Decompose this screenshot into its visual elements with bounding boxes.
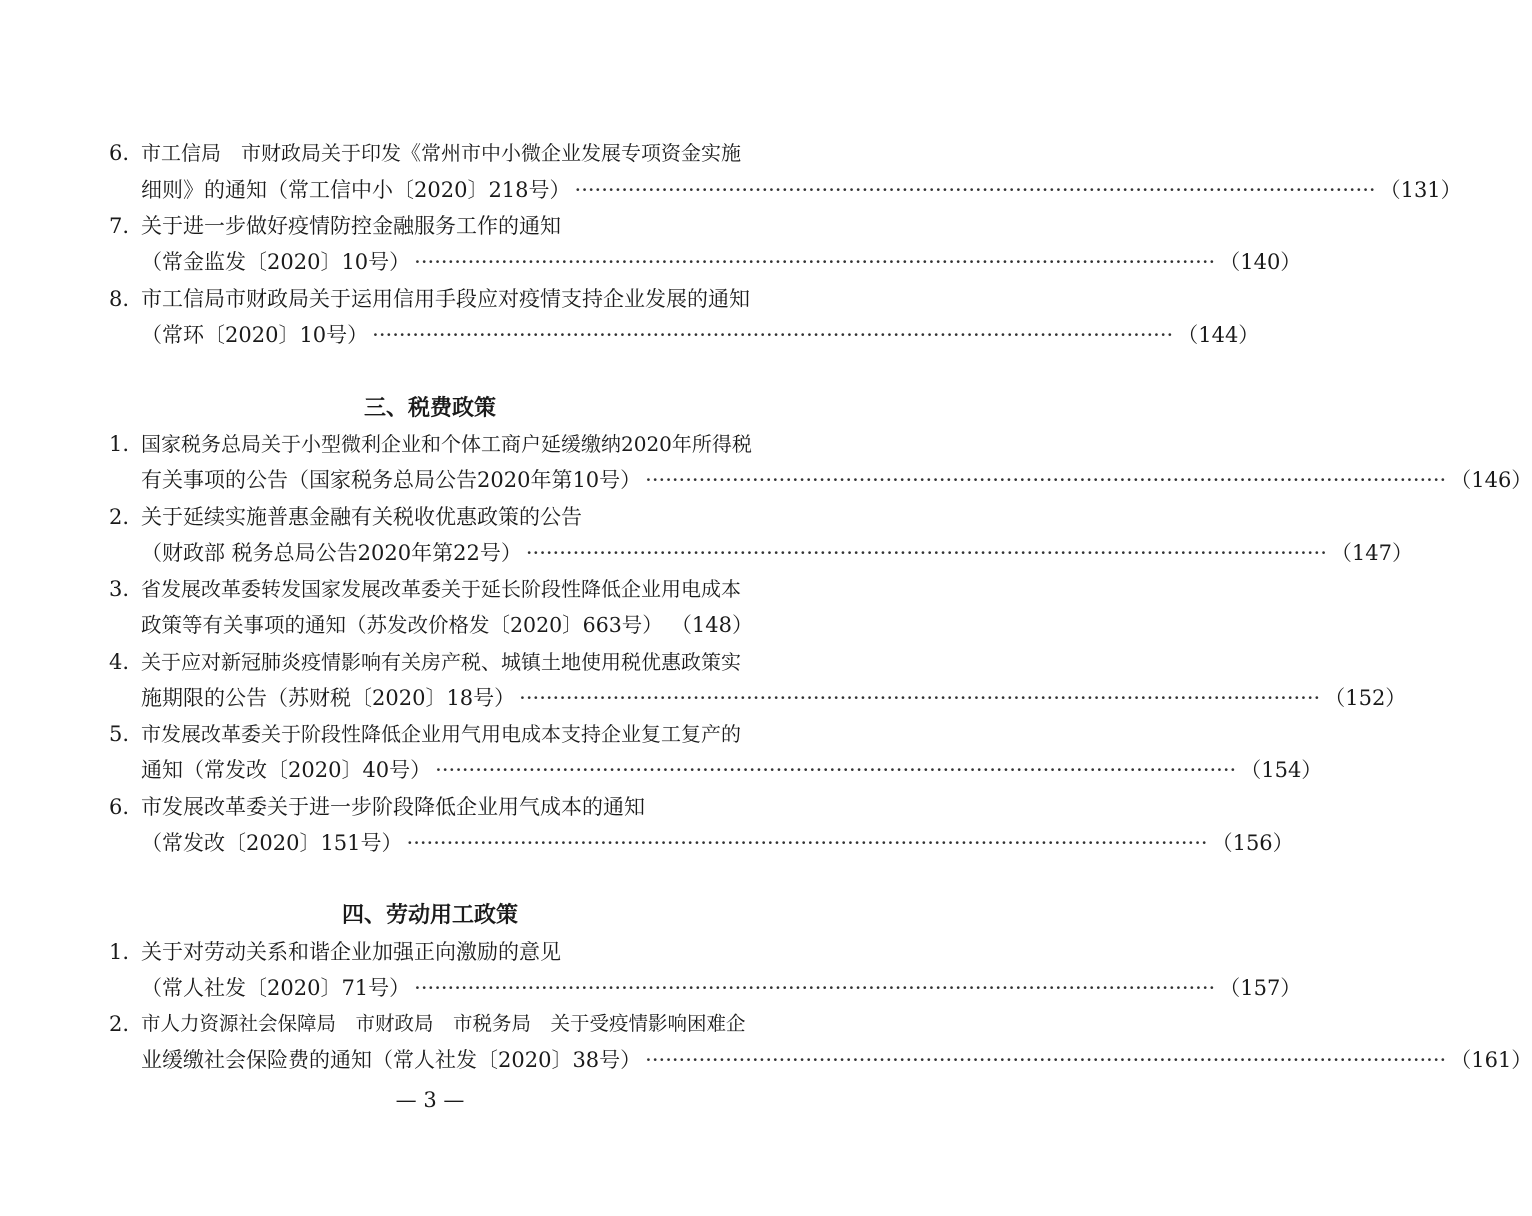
entry-title-cont: 通知（常发改〔2020〕40号） xyxy=(141,758,432,782)
page-reference: （154） xyxy=(1240,758,1323,782)
toc-entry-cont xyxy=(0,537,1413,569)
dot-leader: ························································································································ xyxy=(435,758,1237,782)
toc-entry-cont xyxy=(0,319,1260,351)
section-heading: 三、税费政策 xyxy=(363,396,496,421)
entry-title: 关于延续实施普惠金融有关税收优惠政策的公告 xyxy=(141,505,582,529)
dot-leader: ························································································································ xyxy=(525,541,1327,565)
page-reference: （161） xyxy=(1450,1048,1532,1072)
entry-title: 市工信局 市财政局关于印发《常州市中小微企业发展专项资金实施 xyxy=(141,141,741,165)
dot-leader: ························································································································ xyxy=(406,831,1208,855)
entry-number: 1. xyxy=(109,432,130,456)
toc-entry-cont xyxy=(0,754,1323,786)
entry-title: 市发展改革委关于进一步阶段降低企业用气成本的通知 xyxy=(141,795,645,819)
entry-title-cont: （常环〔2020〕10号） xyxy=(141,323,369,347)
dot-leader: ························································································································ xyxy=(645,468,1447,492)
toc-entry-cont xyxy=(0,682,1407,714)
entry-title: 市工信局市财政局关于运用信用手段应对疫情支持企业发展的通知 xyxy=(141,287,750,311)
toc-entry-cont xyxy=(0,464,1532,496)
entry-title-cont: 细则》的通知（常工信中小〔2020〕218号） xyxy=(141,178,571,202)
entry-title: 省发展改革委转发国家发展改革委关于延长阶段性降低企业用电成本 xyxy=(141,577,741,601)
toc-entry-cont xyxy=(0,972,1302,1004)
page-reference: （152） xyxy=(1324,686,1407,710)
page-reference: （157） xyxy=(1219,976,1302,1000)
page-reference: （144） xyxy=(1177,323,1260,347)
page-reference: （147） xyxy=(1330,541,1413,565)
entry-title-cont: 业缓缴社会保险费的通知（常人社发〔2020〕38号） xyxy=(141,1048,642,1072)
entry-title-cont: （常人社发〔2020〕71号） xyxy=(141,976,411,1000)
entry-number: 6. xyxy=(109,795,130,819)
entry-title: 关于对劳动关系和谐企业加强正向激励的意见 xyxy=(141,940,561,964)
dot-leader: ························································································································ xyxy=(372,323,1174,347)
entry-number: 2. xyxy=(109,1012,130,1036)
entry-title: 关于进一步做好疫情防控金融服务工作的通知 xyxy=(141,214,561,238)
entry-title-cont: （财政部 税务总局公告2020年第22号） xyxy=(141,541,522,565)
dot-leader: ························································································································ xyxy=(414,250,1216,274)
entry-number: 3. xyxy=(109,577,130,601)
entry-title: 关于应对新冠肺炎疫情影响有关房产税、城镇土地使用税优惠政策实 xyxy=(141,650,741,674)
dot-leader: ························································································································ xyxy=(519,686,1321,710)
page-reference: （140） xyxy=(1219,250,1302,274)
entry-title-cont: 有关事项的公告（国家税务总局公告2020年第10号） xyxy=(141,468,642,492)
entry-number: 1. xyxy=(109,940,130,964)
page-reference: （156） xyxy=(1211,831,1294,855)
entry-title-cont: （常金监发〔2020〕10号） xyxy=(141,250,411,274)
section-heading: 四、劳动用工政策 xyxy=(341,903,518,928)
page-reference: （146） xyxy=(1450,468,1532,492)
entry-title: 市人力资源社会保障局 市财政局 市税务局 关于受疫情影响困难企 xyxy=(141,1012,746,1035)
entry-number: 2. xyxy=(109,505,130,529)
entry-number: 7. xyxy=(109,214,130,238)
entry-title: 市发展改革委关于阶段性降低企业用气用电成本支持企业复工复产的 xyxy=(141,722,741,746)
entry-number: 6. xyxy=(109,141,130,165)
dot-leader: ························································································································ xyxy=(414,976,1216,1000)
toc-entry-cont xyxy=(0,246,1302,278)
dot-leader: ························································································································ xyxy=(645,1048,1447,1072)
page-reference: （148） xyxy=(670,613,753,637)
page-number: — 3 — xyxy=(395,1088,465,1112)
entry-title: 国家税务总局关于小型微利企业和个体工商户延缓缴纳2020年所得税 xyxy=(141,432,752,456)
entry-number: 5. xyxy=(109,722,130,746)
entry-number: 4. xyxy=(109,650,130,674)
entry-title-cont: 施期限的公告（苏财税〔2020〕18号） xyxy=(141,686,516,710)
dot-leader: ························································································································ xyxy=(574,178,1376,202)
toc-entry-cont xyxy=(0,1044,1532,1076)
toc-entry-cont xyxy=(0,827,1294,859)
entry-title-cont: （常发改〔2020〕151号） xyxy=(141,831,403,855)
page-reference: （131） xyxy=(1379,178,1462,202)
entry-title-cont: 政策等有关事项的通知（苏发改价格发〔2020〕663号） xyxy=(141,613,663,637)
entry-number: 8. xyxy=(109,287,130,311)
toc-entry-cont xyxy=(0,174,1462,206)
toc-entry-cont xyxy=(0,609,860,641)
